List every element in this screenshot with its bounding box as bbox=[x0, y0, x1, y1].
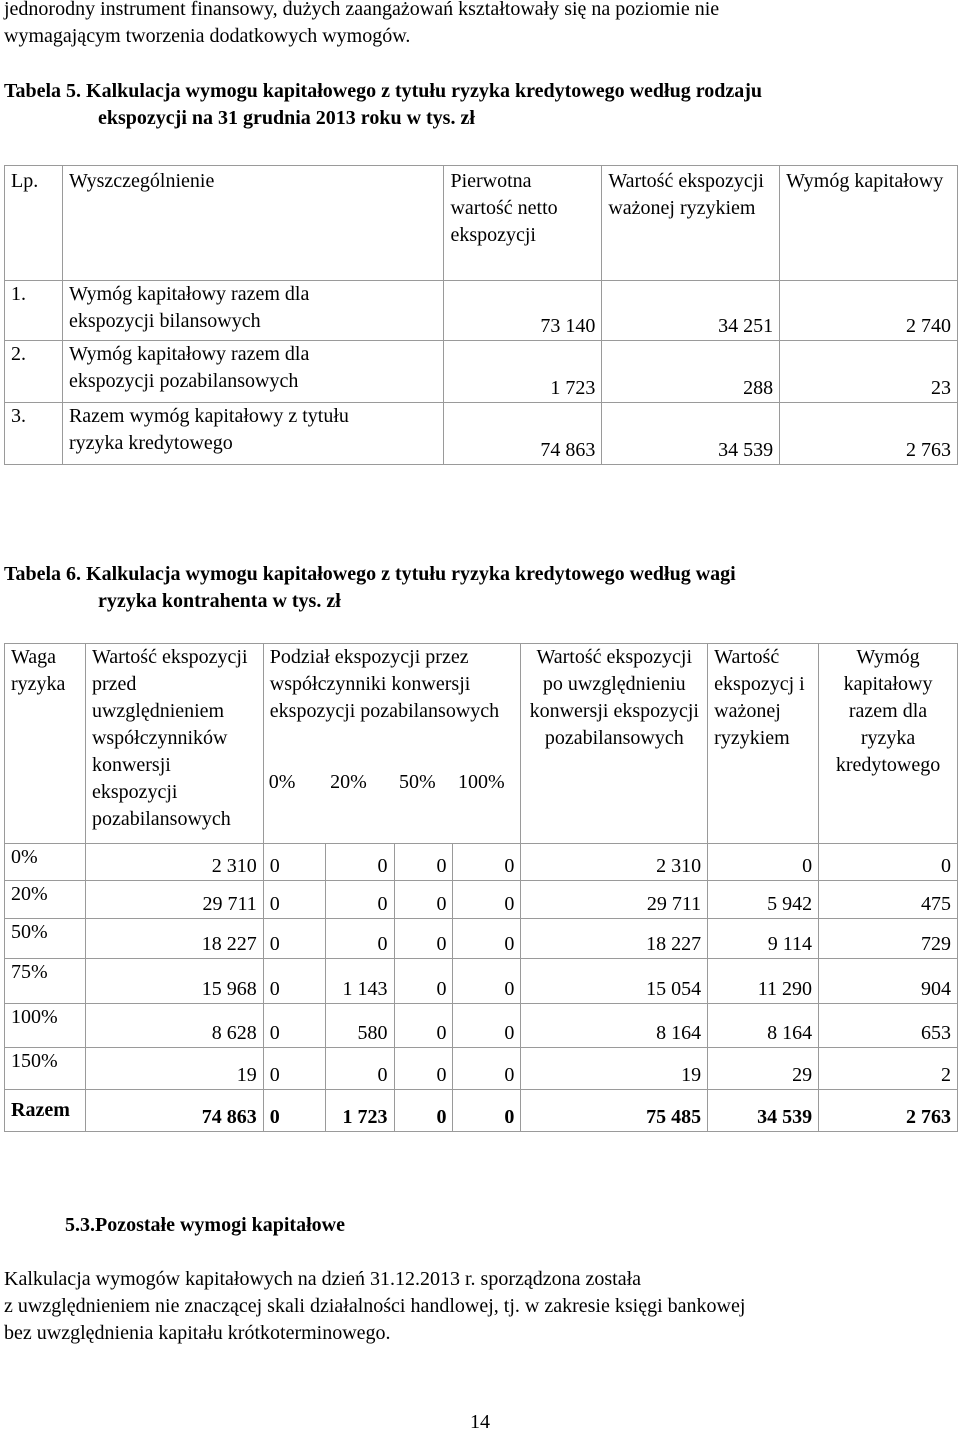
total-weighted: 34 539 bbox=[708, 1090, 819, 1132]
row-p0: 0 bbox=[263, 844, 325, 881]
row-p100: 0 bbox=[453, 919, 521, 959]
total-exposure-before: 74 863 bbox=[85, 1090, 263, 1132]
table-row bbox=[5, 844, 958, 881]
row-exposure-after: 15 054 bbox=[521, 959, 708, 1004]
row-p50: 0 bbox=[394, 919, 453, 959]
row-exposure-before: 2 310 bbox=[85, 844, 263, 881]
row-exposure-after: 29 711 bbox=[521, 881, 708, 919]
row-desc-line-2: ryzyka kredytowego bbox=[68, 432, 233, 454]
row-exposure-before: 15 968 bbox=[85, 959, 263, 1004]
row-exposure-after: 8 164 bbox=[521, 1004, 708, 1048]
row-value-2: 34 251 bbox=[602, 281, 780, 341]
row-value-2: 288 bbox=[602, 341, 780, 403]
row-requirement: 653 bbox=[819, 1004, 958, 1048]
table-row bbox=[5, 919, 958, 959]
row-p0: 0 bbox=[263, 881, 325, 919]
row-p100: 0 bbox=[453, 959, 521, 1004]
row-p20: 1 143 bbox=[325, 959, 394, 1004]
row-desc bbox=[62, 341, 444, 403]
table6-caption-line-2: ryzyka kontrahenta w tys. zł bbox=[98, 590, 341, 612]
table-row bbox=[5, 403, 958, 465]
row-lp: 3. bbox=[5, 403, 63, 465]
table5-header-row bbox=[5, 166, 958, 281]
row-weight: 50% bbox=[5, 919, 86, 959]
table-row bbox=[5, 281, 958, 341]
row-requirement: 729 bbox=[819, 919, 958, 959]
row-desc-line-2: ekspozycji bilansowych bbox=[68, 310, 261, 332]
total-p20: 1 723 bbox=[325, 1090, 394, 1132]
total-requirement: 2 763 bbox=[819, 1090, 958, 1132]
page-number: 14 bbox=[470, 1411, 490, 1433]
row-weighted: 11 290 bbox=[708, 959, 819, 1004]
row-desc-line-1: Razem wymóg kapitałowy z tytułu bbox=[68, 405, 349, 427]
row-exposure-before: 29 711 bbox=[85, 881, 263, 919]
row-requirement: 0 bbox=[819, 844, 958, 881]
row-weight: 75% bbox=[5, 959, 86, 1004]
table6-header-po: Wartość ekspozycji po uwzględnieniu konwersji ekspozycji pozabilansowych bbox=[521, 644, 708, 844]
row-p100: 0 bbox=[453, 1004, 521, 1048]
table5-header-desc: Wyszczególnienie bbox=[62, 166, 444, 281]
row-p0: 0 bbox=[263, 1004, 325, 1048]
table6-header-waga: Waga ryzyka bbox=[5, 644, 86, 844]
total-p50: 0 bbox=[394, 1090, 453, 1132]
table-row bbox=[5, 881, 958, 919]
row-p20: 580 bbox=[325, 1004, 394, 1048]
row-p0: 0 bbox=[263, 919, 325, 959]
row-exposure-after: 19 bbox=[521, 1048, 708, 1090]
intro-paragraph bbox=[4, 0, 719, 50]
table6-caption-line-1: Tabela 6. Kalkulacja wymogu kapitałowego z tytułu ryzyka kredytowego według wagi bbox=[4, 563, 736, 585]
section-line-2: z uwzględnieniem nie znaczącej skali działalności handlowej, tj. w zakresie księgi bankowej bbox=[4, 1295, 746, 1317]
total-p0: 0 bbox=[263, 1090, 325, 1132]
table6 bbox=[4, 643, 958, 1132]
table5-caption-line-2: ekspozycji na 31 grudnia 2013 roku w tys. zł bbox=[98, 107, 475, 129]
row-lp: 2. bbox=[5, 341, 63, 403]
row-p20: 0 bbox=[325, 844, 394, 881]
table6-header-p100: 100% bbox=[453, 769, 521, 844]
row-requirement: 475 bbox=[819, 881, 958, 919]
row-p100: 0 bbox=[453, 1048, 521, 1090]
row-p50: 0 bbox=[394, 959, 453, 1004]
table-row bbox=[5, 341, 958, 403]
row-desc-line-1: Wymóg kapitałowy razem dla bbox=[68, 343, 310, 365]
row-p100: 0 bbox=[453, 844, 521, 881]
row-p0: 0 bbox=[263, 1048, 325, 1090]
table5-header-col3: Wymóg kapitałowy bbox=[780, 166, 958, 281]
row-weighted: 8 164 bbox=[708, 1004, 819, 1048]
row-desc bbox=[62, 281, 444, 341]
row-desc bbox=[62, 403, 444, 465]
table-row bbox=[5, 959, 958, 1004]
table5-header-lp: Lp. bbox=[5, 166, 63, 281]
section-title: 5.3.Pozostałe wymogi kapitałowe bbox=[65, 1214, 345, 1236]
row-weighted: 0 bbox=[708, 844, 819, 881]
row-lp: 1. bbox=[5, 281, 63, 341]
table5-caption-line-1: Tabela 5. Kalkulacja wymogu kapitałowego z tytułu ryzyka kredytowego według rodzaju bbox=[4, 80, 762, 102]
row-p20: 0 bbox=[325, 1048, 394, 1090]
row-exposure-after: 18 227 bbox=[521, 919, 708, 959]
row-weighted: 5 942 bbox=[708, 881, 819, 919]
row-p50: 0 bbox=[394, 881, 453, 919]
row-p20: 0 bbox=[325, 881, 394, 919]
table6-header-row bbox=[5, 644, 958, 769]
row-weight: 150% bbox=[5, 1048, 86, 1090]
row-value-3: 23 bbox=[780, 341, 958, 403]
row-value-1: 74 863 bbox=[444, 403, 602, 465]
table5-header-col1: Pierwotna wartość netto ekspozycji bbox=[444, 166, 602, 281]
table-row bbox=[5, 1048, 958, 1090]
row-exposure-before: 18 227 bbox=[85, 919, 263, 959]
total-p100: 0 bbox=[453, 1090, 521, 1132]
row-requirement: 2 bbox=[819, 1048, 958, 1090]
table6-header-wazona: Wartość ekspozycj i ważonej ryzykiem bbox=[708, 644, 819, 844]
row-value-3: 2 740 bbox=[780, 281, 958, 341]
table6-caption bbox=[4, 561, 736, 615]
row-weight: 0% bbox=[5, 844, 86, 881]
row-p0: 0 bbox=[263, 959, 325, 1004]
table6-header-przed: Wartość ekspozycji przed uwzględnieniem współczynników konwersji ekspozycji pozabilansowych bbox=[85, 644, 263, 844]
table-row bbox=[5, 1004, 958, 1048]
row-p20: 0 bbox=[325, 919, 394, 959]
table6-header-wymog: Wymóg kapitałowy razem dla ryzyka kredytowego bbox=[819, 644, 958, 844]
row-p100: 0 bbox=[453, 881, 521, 919]
total-exposure-after: 75 485 bbox=[521, 1090, 708, 1132]
row-value-1: 73 140 bbox=[444, 281, 602, 341]
row-desc-line-2: ekspozycji pozabilansowych bbox=[68, 370, 299, 392]
row-desc-line-1: Wymóg kapitałowy razem dla bbox=[68, 283, 310, 305]
row-p50: 0 bbox=[394, 844, 453, 881]
table6-header-p50: 50% bbox=[394, 769, 453, 844]
row-exposure-after: 2 310 bbox=[521, 844, 708, 881]
row-p50: 0 bbox=[394, 1004, 453, 1048]
section-line-1: Kalkulacja wymogów kapitałowych na dzień 31.12.2013 r. sporządzona została bbox=[4, 1268, 642, 1290]
row-value-3: 2 763 bbox=[780, 403, 958, 465]
intro-line-2: wymagającym tworzenia dodatkowych wymogów. bbox=[4, 25, 411, 47]
table5 bbox=[4, 165, 958, 465]
row-p50: 0 bbox=[394, 1048, 453, 1090]
row-value-2: 34 539 bbox=[602, 403, 780, 465]
row-weighted: 9 114 bbox=[708, 919, 819, 959]
row-weight: 20% bbox=[5, 881, 86, 919]
row-exposure-before: 8 628 bbox=[85, 1004, 263, 1048]
section-line-3: bez uwzględnienia kapitału krótkoterminowego. bbox=[4, 1322, 391, 1344]
section-paragraph bbox=[4, 1266, 745, 1347]
row-requirement: 904 bbox=[819, 959, 958, 1004]
row-weighted: 29 bbox=[708, 1048, 819, 1090]
table5-header-col2: Wartość ekspozycji ważonej ryzykiem bbox=[602, 166, 780, 281]
row-exposure-before: 19 bbox=[85, 1048, 263, 1090]
table5-caption bbox=[4, 78, 762, 132]
table6-header-p0: 0% bbox=[263, 769, 325, 844]
table-total-row bbox=[5, 1090, 958, 1132]
intro-line-1: jednorodny instrument finansowy, dużych zaangażowań kształtowały się na poziomie nie bbox=[4, 0, 720, 20]
row-weight: 100% bbox=[5, 1004, 86, 1048]
table6-header-podzial: Podział ekspozycji przez współczynniki konwersji ekspozycji pozabilansowych bbox=[263, 644, 521, 769]
row-value-1: 1 723 bbox=[444, 341, 602, 403]
total-label: Razem bbox=[5, 1090, 86, 1132]
table6-header-p20: 20% bbox=[325, 769, 394, 844]
